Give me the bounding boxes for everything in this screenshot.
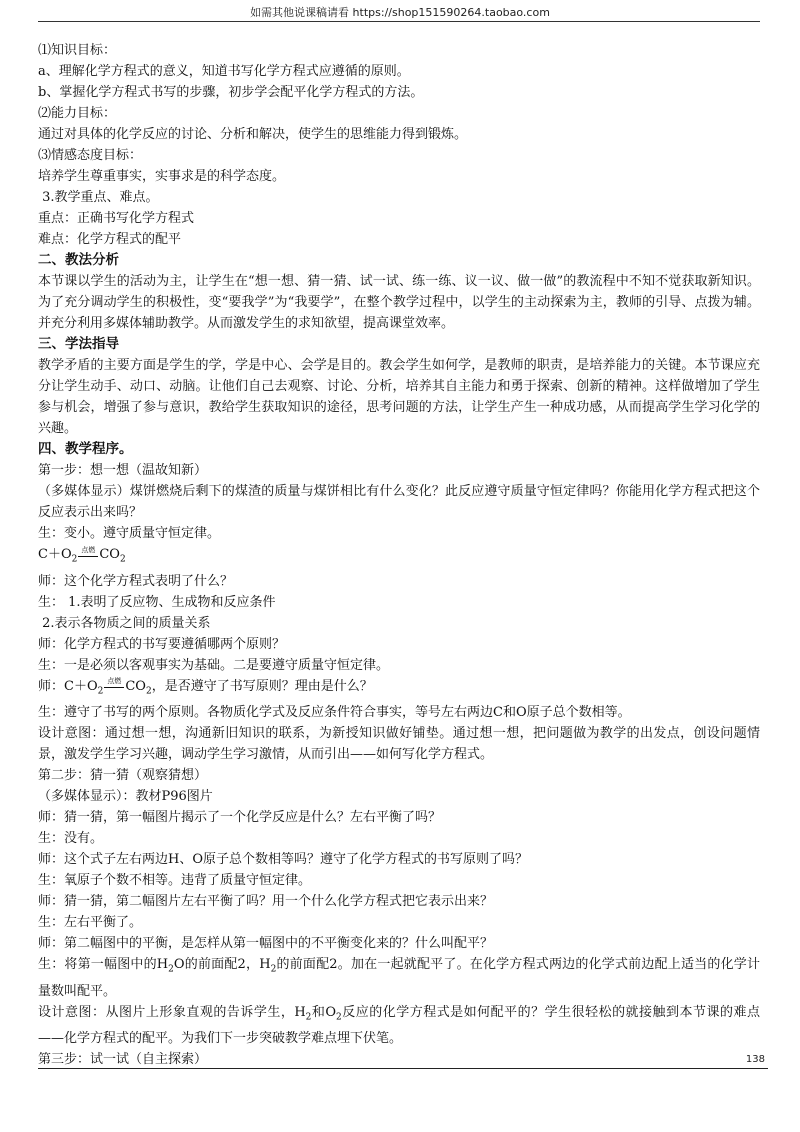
text-line: 生： 1.表明了反应物、生成物和反应条件 (38, 594, 276, 610)
text-line: 生：变小。遵守质量守恒定律。 (38, 526, 221, 541)
reaction-condition: 点燃 (103, 679, 125, 693)
text-line: 师：这个化学方程式表明了什么？ (38, 573, 234, 589)
text-line: ⑶情感态度目标： (38, 148, 143, 163)
text-line: 2.表示各物质之间的质量关系 (38, 615, 211, 631)
paragraph: 本节课以学生的活动为主，让学生在“想一想、猜一猜、试一试、练一练、议一议、做一做”的教流程中不知不觉获取新知识。为了充分调动学生的积极性，变“要我学”为“我要学”，在整个教学过程中，以学生的主动探索为主，教师的引导、点拨为辅。并充分利用多媒体辅助教学。从而激发学生的求知欲望，提高课堂效率。 (38, 274, 760, 331)
text-line: 师：第二幅图中的平衡，是怎样从第一幅图中的不平衡变化来的？什么叫配平？ (38, 936, 494, 952)
text-line: a、理解化学方程式的意义，知道书写化学方程式应遵循的原则。 (38, 64, 410, 79)
text-line: 培养学生尊重事实，实事求是的科学态度。 (38, 169, 286, 184)
section-heading: 四、教学程序。 (38, 441, 133, 457)
page-number: 138 (745, 1054, 765, 1065)
reaction-condition: 点燃 (77, 548, 99, 562)
text-line: 生：一是必须以客观事实为基础。二是要遵守质量守恒定律。 (38, 657, 390, 673)
text-line: 师：猜一猜，第一幅图片揭示了一个化学反应是什么？左右平衡了吗？ (38, 810, 442, 826)
step-title: 第一步：想一想（温故知新） (38, 463, 208, 478)
text-line: b、掌握化学方程式书写的步骤，初步学会配平化学方程式的方法。 (38, 85, 424, 100)
paragraph: 教学矛盾的主要方面是学生的学，学是中心、会学是目的。教会学生如何学，是教师的职责，是培养能力的关键。本节课应充分让学生动手、动口、动脑。让他们自己去观察、讨论、分析，培养其自主能力和勇于探索、创新的精神。这样做增加了学生参与机会，增强了参与意识，教给学生获取知识的途径，思考问题的方法，让学生产生一种成功感，从而提高学生学习化学的兴趣。 (38, 358, 760, 436)
section-heading: 三、学法指导 (38, 336, 119, 352)
text-line: 3.教学重点、难点。 (38, 190, 159, 205)
paragraph: 生：将第一幅图中的$H_2O$的前面配2，$H_2$的前面配2。加在一起就配平了。在化学方程式两边的化学式前边配上适当的化学计量数叫配平。 (38, 957, 760, 999)
header-divider (38, 21, 760, 22)
paragraph: 设计意图：通过想一想，沟通新旧知识的联系，为新授知识做好铺垫。通过想一想，把问题做为教学的出发点，创设问题情景，激发学生学习兴趣，调动学生学习激情，从而引出——如何写化学方程式。 (38, 726, 760, 763)
text-line: 难点：化学方程式的配平 (38, 232, 182, 247)
text-line-with-equation: 师：$C+O_2$ 点燃 $CO_2$，是否遵守了书写原则？理由是什么？ (38, 677, 373, 697)
text-line: 生：氧原子个数不相等。违背了质量守恒定律。 (38, 873, 312, 889)
step-title: 第二步：猜一猜（观察猜想） (38, 768, 208, 784)
text-line: （多媒体显示）：教材P96图片 (38, 789, 213, 805)
footer-divider (38, 1068, 768, 1069)
text-line: 师：化学方程式的书写要遵循哪两个原则？ (38, 636, 286, 652)
text-line: 生：遵守了书写的两个原则。各物质化学式及反应条件符合事实，等号左右两边C和O原子总个数相等。 (38, 705, 631, 721)
page-content (38, 40, 760, 1070)
text-line: 生：左右平衡了。 (38, 915, 143, 931)
chemical-equation: $C+O_2$ 点燃 $CO_2$ (38, 545, 126, 565)
text-line: ⑵能力目标： (38, 106, 117, 121)
paragraph: （多媒体显示）煤饼燃烧后剩下的煤渣的质量与煤饼相比有什么变化？此反应遵守质量守恒定律吗？你能用化学方程式把这个反应表示出来吗？ (38, 484, 760, 520)
section-heading: 二、教法分析 (38, 252, 119, 268)
text-line: ⑴知识目标： (38, 43, 117, 58)
text-line: 通过对具体的化学反应的讨论、分析和解决，使学生的思维能力得到锻炼。 (38, 127, 468, 142)
text-line: 重点：正确书写化学方程式 (38, 211, 195, 226)
step-title: 第三步：试一试（自主探索） (38, 1052, 208, 1068)
text-line: 师：这个式子左右两边H、O原子总个数相等吗？遵守了化学方程式的书写原则了吗？ (38, 852, 528, 868)
paragraph: 设计意图：从图片上形象直观的告诉学生，$H_2$和$O_2$反应的化学方程式是如何配平的？学生很轻松的就接触到本节课的难点——化学方程式的配平。为我们下一步突破教学难点埋下伏笔。 (38, 1004, 760, 1047)
text-line: 师：猜一猜，第二幅图片左右平衡了吗？用一个什么化学方程式把它表示出来？ (38, 894, 494, 910)
page-header: 如需其他说课稿请看 https://shop151590264.taobao.com (250, 6, 550, 19)
text-line: 生：没有。 (38, 831, 104, 847)
